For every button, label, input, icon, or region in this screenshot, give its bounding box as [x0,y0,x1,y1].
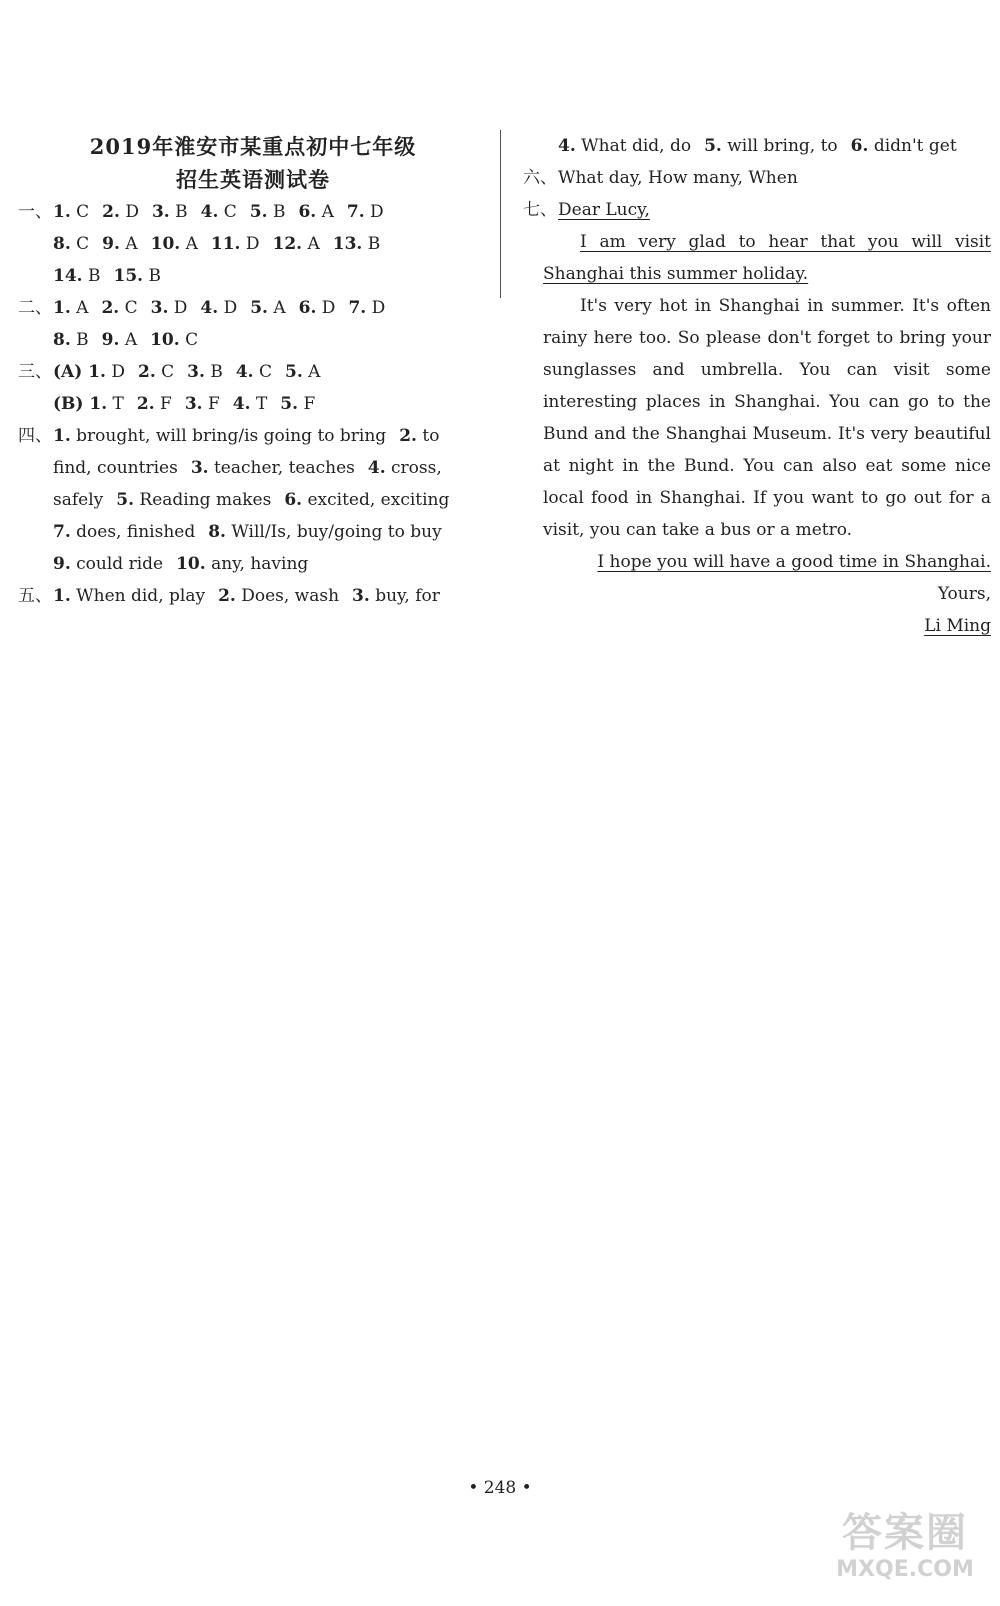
question-number: 3. [190,458,209,478]
watermark-cn: 答案圈 [842,1510,968,1556]
answer-text: Will/Is, buy/going to buy [231,522,442,542]
left-column [18,130,488,612]
answer-text: D [111,362,125,382]
answer-text: F [207,394,220,414]
question-number: 6. [298,202,317,222]
answer-text: any, having [211,554,309,574]
answer-text: Reading makes [139,490,272,510]
answer-text: find, countries [53,458,178,478]
question-number: 6. [850,136,869,156]
answer-text: F [303,394,316,414]
answer-line [18,548,488,580]
answer-text: D [173,298,188,318]
question-number: 1. [53,202,71,222]
question-number: 3. [352,586,370,606]
question-number: 5. [280,394,299,414]
question-number: 3. [184,394,203,414]
letter-greeting: Dear Lucy, [558,200,650,220]
question-number: 2. [399,426,417,446]
letter-opening-text: I am very glad to hear that you will visit Shanghai this summer holiday. [543,232,991,284]
answer-text: D [223,298,238,318]
watermark-en: MXQE.COM [836,1557,974,1582]
question-number: 12. [272,234,303,254]
answer-text: A [124,330,138,350]
answer-text: C [124,298,138,318]
answer-line [18,228,488,260]
section-label-seven: 七、 [523,200,557,220]
section-label: 六、 [523,168,557,188]
answer-line [18,324,488,356]
question-number: 4. [235,362,254,382]
section-label: 二、 [18,298,52,318]
answer-line [18,516,488,548]
answer-text: A [307,234,320,254]
exam-title-line-2: 招生英语测试卷 [176,167,330,192]
answer-text: A [273,298,286,318]
question-number: 6. [298,298,317,318]
letter-signature: Li Ming [924,616,991,636]
letter-signoff: Yours, [937,584,991,604]
answer-text: B [148,266,161,286]
question-number: 3. [187,362,205,382]
answer-text: C [161,362,175,382]
question-number: 9. [102,234,120,254]
section-label: 三、 [18,362,52,382]
question-number: 5. [704,136,722,156]
question-number: 13. [332,234,363,254]
question-number: 4. [367,458,386,478]
answer-text: C [76,202,90,222]
letter-opening [523,226,991,290]
answer-line [523,162,991,194]
answer-text: B [87,266,101,286]
question-number: 10. [176,554,206,574]
question-number: 5. [285,362,303,382]
answer-lines-right [523,130,991,194]
question-number: 3. [151,202,170,222]
answer-line [18,196,488,228]
answer-text: A [321,202,334,222]
section-label: 五、 [18,586,52,606]
answer-text: D [371,298,386,318]
page-number: • 248 • [468,1478,532,1498]
answer-text: A [125,234,138,254]
question-number: 1. [53,426,71,446]
question-number: 8. [208,522,226,542]
answer-text: C [76,234,90,254]
question-number: 8. [53,234,71,254]
question-number: 2. [136,394,155,414]
question-number: 2. [218,586,236,606]
question-number: (A) 1. [53,362,106,382]
answer-lines-left [18,196,488,612]
question-number: 2. [101,298,120,318]
answer-text: excited, exciting [307,490,450,510]
question-number: 4. [232,394,251,414]
answer-text: D [321,298,336,318]
answer-line [18,484,488,516]
answer-text: What day, How many, When [558,168,798,188]
answer-line [18,356,488,388]
question-number: 2. [138,362,156,382]
question-number: 3. [150,298,169,318]
answer-text: buy, for [375,586,440,606]
answer-text: D [370,202,384,222]
letter-signature-line [523,610,991,642]
question-number: 10. [150,330,180,350]
answer-text: didn't get [873,136,957,156]
answer-text: does, finished [76,522,196,542]
answer-text: B [175,202,188,222]
section-label: 一、 [18,202,52,222]
question-number: 14. [53,266,83,286]
answer-text: C [185,330,199,350]
letter-closing-line [523,546,991,578]
answer-text: to [422,426,440,446]
answer-text: F [160,394,172,414]
answer-text: T [112,394,124,414]
question-number: 7. [348,298,367,318]
answer-text: teacher, teaches [213,458,355,478]
answer-line [18,580,488,612]
question-number: 2. [102,202,120,222]
answer-text: C [223,202,237,222]
answer-text: When did, play [76,586,206,606]
answer-text: A [76,298,89,318]
answer-line [18,292,488,324]
question-number: 7. [346,202,365,222]
question-number: 7. [53,522,71,542]
question-number: 8. [53,330,71,350]
question-number: 5. [249,202,268,222]
answer-text: D [125,202,139,222]
answer-text: A [308,362,321,382]
section-label: 四、 [18,426,52,446]
question-number: 4. [200,202,219,222]
answer-text: cross, [391,458,442,478]
question-number: 6. [284,490,303,510]
answer-text: Does, wash [241,586,340,606]
answer-line [18,452,488,484]
answer-line [523,130,991,162]
column-divider [500,130,501,298]
question-number: 1. [53,298,71,318]
letter-body: It's very hot in Shanghai in summer. It's often rainy here too. So please don't forget to bring your sunglasses and umbrella. You can visit some interesting places in Shanghai. You can go to the Bund and the Shanghai Museum. It's very beautiful at night in the Bund. You can also eat some nice local food in Shanghai. If you want to go out for a visit, you can take a bus or a metro. [543,296,991,540]
question-number: 5. [250,298,268,318]
answer-text: could ride [76,554,164,574]
question-number: 4. [558,136,576,156]
answer-text: B [272,202,286,222]
answer-text: D [245,234,260,254]
question-number: (B) 1. [53,394,108,414]
answer-text: safely [53,490,104,510]
right-column [523,130,991,642]
question-number: 9. [53,554,71,574]
letter-closing: I hope you will have a good time in Shanghai. [597,552,991,572]
answer-text: brought, will bring/is going to bring [76,426,387,446]
answer-text: T [255,394,268,414]
answer-line [18,420,488,452]
question-number: 1. [53,586,71,606]
exam-title-line-1: 2019年淮安市某重点初中七年级 [89,134,417,159]
answer-line [18,260,488,292]
letter-greeting-line [523,194,991,226]
answer-text: A [185,234,198,254]
answer-text: B [367,234,381,254]
answer-text: will bring, to [727,136,838,156]
answer-line [18,388,488,420]
question-number: 15. [113,266,144,286]
answer-text: B [210,362,223,382]
answer-text: What did, do [581,136,692,156]
question-number: 10. [150,234,181,254]
question-number: 5. [116,490,135,510]
question-number: 9. [101,330,120,350]
question-number: 4. [200,298,219,318]
answer-text: C [258,362,272,382]
question-number: 11. [210,234,241,254]
answer-text: B [76,330,89,350]
watermark-logo [830,1510,980,1592]
